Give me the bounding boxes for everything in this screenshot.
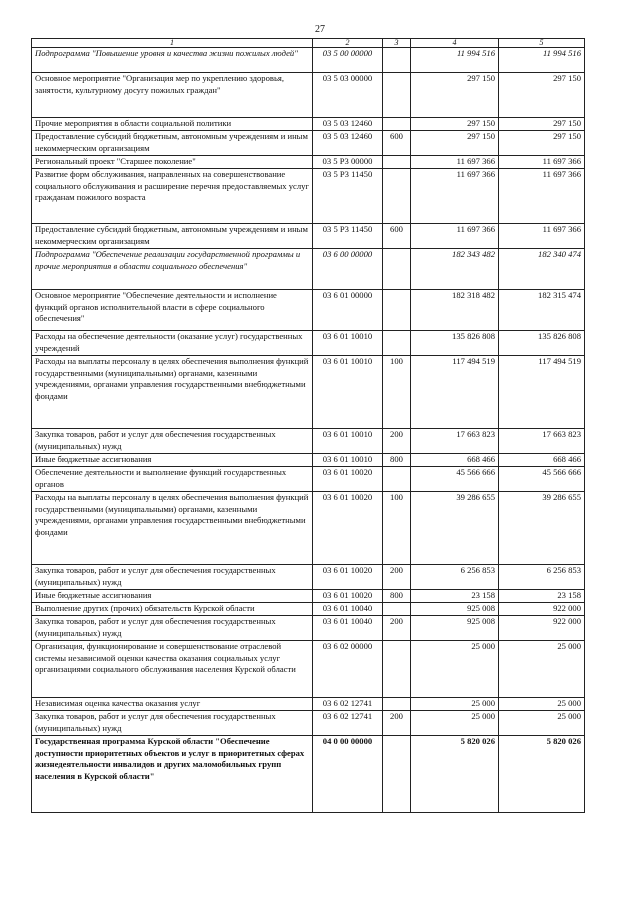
row-code-cell: 03 6 01 10010: [313, 331, 383, 356]
table-row: [32, 331, 585, 356]
row-code-cell: 03 6 02 12741: [313, 698, 383, 711]
row-value-2023-cell: 297 150: [499, 73, 585, 118]
row-value-2023-cell: 11 697 366: [499, 224, 585, 249]
row-code-cell: 03 6 02 00000: [313, 641, 383, 698]
row-value-2022-cell: 11 697 366: [411, 169, 499, 224]
table-row: [32, 467, 585, 492]
row-vr-cell: 200: [383, 711, 411, 736]
row-value-2022-cell: 5 820 026: [411, 736, 499, 813]
table-row: [32, 290, 585, 331]
row-value-2022-cell: 117 494 519: [411, 356, 499, 429]
row-value-2023-cell: 25 000: [499, 711, 585, 736]
row-name-cell: Независимая оценка качества оказания услуг: [32, 698, 313, 711]
table-row: [32, 131, 585, 156]
row-value-2022-cell: 45 566 666: [411, 467, 499, 492]
row-value-2022-cell: 135 826 808: [411, 331, 499, 356]
row-name-cell: Развитие форм обслуживания, направленных на совершенствование социального обслуживания и расширение перечня предоставляемых услуг гражданам пожилого возраста: [32, 169, 313, 224]
table-row: [32, 169, 585, 224]
row-value-2023-cell: 11 697 366: [499, 156, 585, 169]
row-vr-cell: 800: [383, 454, 411, 467]
row-name-cell: Основное мероприятие "Организация мер по укреплению здоровья, занятости, культурному досугу пожилых граждан": [32, 73, 313, 118]
row-code-cell: 03 6 02 12741: [313, 711, 383, 736]
table-row: [32, 156, 585, 169]
row-vr-cell: 800: [383, 590, 411, 603]
row-vr-cell: 100: [383, 492, 411, 565]
row-code-cell: 03 5 00 00000: [313, 48, 383, 73]
row-name-cell: Региональный проект "Старшее поколение": [32, 156, 313, 169]
table-row: [32, 603, 585, 616]
row-code-cell: 03 6 01 10020: [313, 467, 383, 492]
table-row: [32, 73, 585, 118]
row-vr-cell: [383, 48, 411, 73]
row-name-cell: Предоставление субсидий бюджетным, автономным учреждениям и иным некоммерческим организациям: [32, 131, 313, 156]
row-code-cell: 04 0 00 00000: [313, 736, 383, 813]
table-row: [32, 492, 585, 565]
row-name-cell: Расходы на выплаты персоналу в целях обеспечения выполнения функций государственными (муниципальными) органами, казенными учреждениями, органами управления государственными внебюджетными фондами: [32, 356, 313, 429]
row-value-2022-cell: 182 343 482: [411, 249, 499, 290]
row-value-2022-cell: 11 697 366: [411, 156, 499, 169]
row-value-2023-cell: 135 826 808: [499, 331, 585, 356]
row-value-2022-cell: 925 008: [411, 616, 499, 641]
row-value-2022-cell: 297 150: [411, 118, 499, 131]
row-value-2023-cell: 25 000: [499, 641, 585, 698]
row-value-2022-cell: 182 318 482: [411, 290, 499, 331]
row-name-cell: Расходы на выплаты персоналу в целях обеспечения выполнения функций государственными (муниципальными) органами, казенными учреждениями, органами управления государственными внебюджетными фондами: [32, 492, 313, 565]
row-value-2022-cell: 25 000: [411, 711, 499, 736]
row-code-cell: 03 6 01 10020: [313, 565, 383, 590]
row-name-cell: Предоставление субсидий бюджетным, автономным учреждениям и иным некоммерческим организациям: [32, 224, 313, 249]
row-value-2023-cell: 45 566 666: [499, 467, 585, 492]
row-name-cell: Обеспечение деятельности и выполнение функций государственных органов: [32, 467, 313, 492]
row-vr-cell: 600: [383, 131, 411, 156]
row-value-2022-cell: 23 158: [411, 590, 499, 603]
row-code-cell: 03 6 01 10020: [313, 590, 383, 603]
row-value-2023-cell: 297 150: [499, 118, 585, 131]
table-row: [32, 698, 585, 711]
row-value-2023-cell: 922 000: [499, 603, 585, 616]
row-code-cell: 03 6 01 10010: [313, 454, 383, 467]
row-name-cell: Расходы на обеспечение деятельности (оказание услуг) государственных учреждений: [32, 331, 313, 356]
row-value-2022-cell: 297 150: [411, 131, 499, 156]
row-vr-cell: [383, 290, 411, 331]
row-code-cell: 03 6 01 00000: [313, 290, 383, 331]
header-col-5: 5: [499, 39, 585, 48]
header-col-2: 2: [313, 39, 383, 48]
row-vr-cell: [383, 698, 411, 711]
row-value-2023-cell: 39 286 655: [499, 492, 585, 565]
row-value-2022-cell: 668 466: [411, 454, 499, 467]
row-value-2022-cell: 11 994 516: [411, 48, 499, 73]
row-value-2023-cell: 5 820 026: [499, 736, 585, 813]
row-name-cell: Подпрограмма "Повышение уровня и качества жизни пожилых людей": [32, 48, 313, 73]
row-name-cell: Государственная программа Курской области "Обеспечение доступности приоритетных объектов и услуг в приоритетных сферах жизнедеятельности инвалидов и других маломобильных групп населения в Курской области": [32, 736, 313, 813]
page-number: 27: [315, 24, 325, 35]
table-header-row: [32, 39, 585, 48]
row-code-cell: 03 5 Р3 00000: [313, 156, 383, 169]
table-row: [32, 224, 585, 249]
row-vr-cell: [383, 169, 411, 224]
table-row: [32, 48, 585, 73]
table-row: [32, 641, 585, 698]
row-code-cell: 03 5 Р3 11450: [313, 169, 383, 224]
table-row: [32, 736, 585, 813]
row-vr-cell: [383, 467, 411, 492]
row-name-cell: Прочие мероприятия в области социальной политики: [32, 118, 313, 131]
row-value-2023-cell: 17 663 823: [499, 429, 585, 454]
row-vr-cell: [383, 73, 411, 118]
row-value-2022-cell: 17 663 823: [411, 429, 499, 454]
row-vr-cell: [383, 118, 411, 131]
header-col-3: 3: [383, 39, 411, 48]
row-value-2022-cell: 39 286 655: [411, 492, 499, 565]
row-value-2023-cell: 668 466: [499, 454, 585, 467]
row-value-2023-cell: 182 340 474: [499, 249, 585, 290]
row-value-2022-cell: 25 000: [411, 698, 499, 711]
row-code-cell: 03 6 01 10010: [313, 356, 383, 429]
row-value-2023-cell: 11 994 516: [499, 48, 585, 73]
row-code-cell: 03 5 03 12460: [313, 118, 383, 131]
row-name-cell: Закупка товаров, работ и услуг для обеспечения государственных (муниципальных) нужд: [32, 565, 313, 590]
row-value-2023-cell: 25 000: [499, 698, 585, 711]
row-name-cell: Закупка товаров, работ и услуг для обеспечения государственных (муниципальных) нужд: [32, 429, 313, 454]
row-code-cell: 03 6 01 10040: [313, 616, 383, 641]
row-code-cell: 03 6 01 10020: [313, 492, 383, 565]
row-vr-cell: 200: [383, 616, 411, 641]
table-row: [32, 711, 585, 736]
row-name-cell: Закупка товаров, работ и услуг для обеспечения государственных (муниципальных) нужд: [32, 616, 313, 641]
row-value-2023-cell: 11 697 366: [499, 169, 585, 224]
row-vr-cell: 100: [383, 356, 411, 429]
row-vr-cell: [383, 156, 411, 169]
row-name-cell: Основное мероприятие "Обеспечение деятельности и исполнение функций органов исполнительной власти в сфере социального обеспечения": [32, 290, 313, 331]
table-row: [32, 454, 585, 467]
row-vr-cell: [383, 249, 411, 290]
row-value-2022-cell: 297 150: [411, 73, 499, 118]
row-code-cell: 03 5 03 12460: [313, 131, 383, 156]
row-value-2022-cell: 925 008: [411, 603, 499, 616]
row-vr-cell: [383, 331, 411, 356]
row-value-2022-cell: 6 256 853: [411, 565, 499, 590]
row-code-cell: 03 6 00 00000: [313, 249, 383, 290]
row-value-2022-cell: 11 697 366: [411, 224, 499, 249]
row-name-cell: Закупка товаров, работ и услуг для обеспечения государственных (муниципальных) нужд: [32, 711, 313, 736]
row-vr-cell: [383, 603, 411, 616]
row-name-cell: Выполнение других (прочих) обязательств Курской области: [32, 603, 313, 616]
header-col-1: 1: [32, 39, 313, 48]
budget-table: [31, 38, 585, 813]
row-name-cell: Иные бюджетные ассигнования: [32, 454, 313, 467]
table-row: [32, 616, 585, 641]
row-value-2023-cell: 182 315 474: [499, 290, 585, 331]
row-name-cell: Организация, функционирование и совершенствование отраслевой системы независимой оценки качества оказания социальных услуг организациями социального обслуживания населения Курской области: [32, 641, 313, 698]
row-value-2022-cell: 25 000: [411, 641, 499, 698]
row-vr-cell: 200: [383, 429, 411, 454]
row-vr-cell: [383, 736, 411, 813]
row-value-2023-cell: 117 494 519: [499, 356, 585, 429]
header-col-4: 4: [411, 39, 499, 48]
row-code-cell: 03 6 01 10040: [313, 603, 383, 616]
row-value-2023-cell: 922 000: [499, 616, 585, 641]
row-vr-cell: [383, 641, 411, 698]
row-vr-cell: 600: [383, 224, 411, 249]
table-row: [32, 356, 585, 429]
row-vr-cell: 200: [383, 565, 411, 590]
row-name-cell: Подпрограмма "Обеспечение реализации государственной программы и прочие мероприятия в области социального обеспечения": [32, 249, 313, 290]
row-code-cell: 03 6 01 10010: [313, 429, 383, 454]
row-code-cell: 03 5 03 00000: [313, 73, 383, 118]
table-row: [32, 118, 585, 131]
row-name-cell: Иные бюджетные ассигнования: [32, 590, 313, 603]
table-row: [32, 565, 585, 590]
table-row: [32, 249, 585, 290]
table-row: [32, 429, 585, 454]
row-value-2023-cell: 6 256 853: [499, 565, 585, 590]
row-value-2023-cell: 23 158: [499, 590, 585, 603]
row-code-cell: 03 5 Р3 11450: [313, 224, 383, 249]
row-value-2023-cell: 297 150: [499, 131, 585, 156]
table-row: [32, 590, 585, 603]
